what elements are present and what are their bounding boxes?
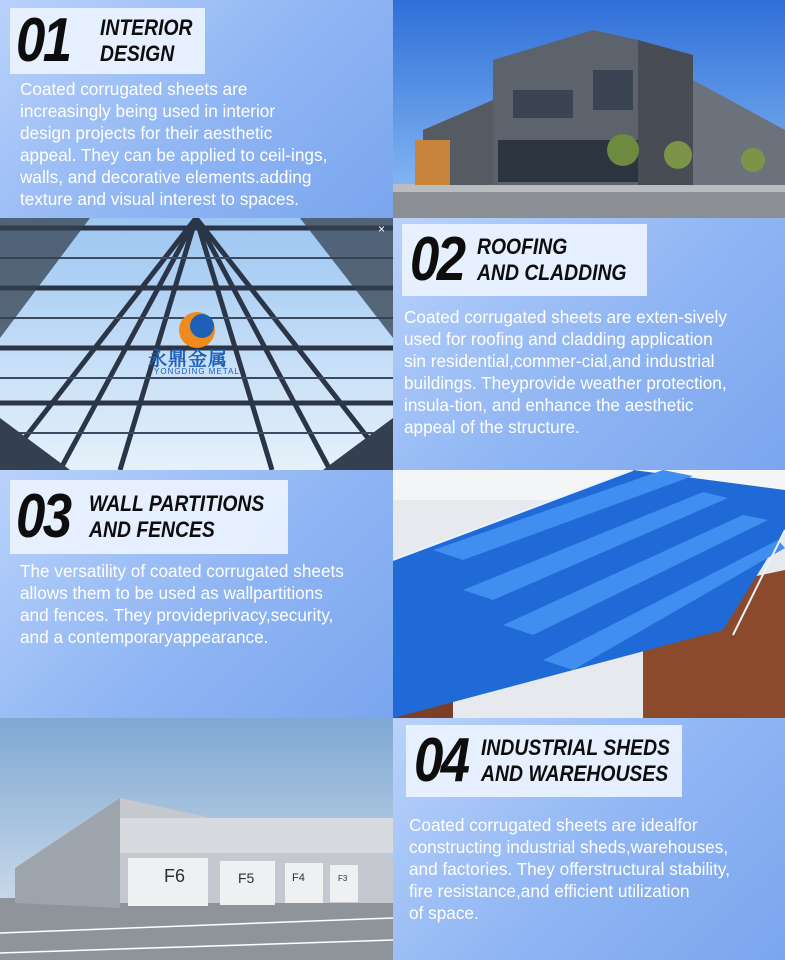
section-number: 01 bbox=[16, 6, 70, 75]
section-description bbox=[20, 560, 344, 648]
section-title-line2: AND CLADDING bbox=[477, 260, 627, 285]
description-line: fire resistance,and efficient utilization bbox=[409, 881, 690, 901]
description-line: of space. bbox=[409, 903, 479, 923]
section-description bbox=[20, 78, 327, 210]
description-line: appeal. They can be applied to ceil-ings, bbox=[20, 145, 328, 165]
section-title bbox=[89, 491, 264, 543]
description-line: buildings. Theyprovide weather protection, bbox=[404, 373, 727, 393]
section-title bbox=[481, 735, 670, 787]
section-title-line1: INTERIOR bbox=[99, 15, 193, 40]
section-title-line2: AND FENCES bbox=[88, 517, 215, 542]
description-line: Coated corrugated sheets are idealfor bbox=[409, 815, 698, 835]
section-title-line1: INDUSTRIAL SHEDS bbox=[480, 735, 670, 760]
description-line: and a contemporaryappearance. bbox=[20, 627, 269, 647]
dock-label-f4: F4 bbox=[292, 872, 305, 884]
section-number: 03 bbox=[16, 482, 70, 551]
description-line: and fences. They provideprivacy,security, bbox=[20, 605, 334, 625]
modern-building-photo bbox=[393, 0, 785, 218]
description-line: insula-tion, and enhance the aesthetic bbox=[404, 395, 694, 415]
section-header bbox=[406, 725, 682, 797]
section-description bbox=[409, 814, 730, 924]
section-header bbox=[402, 224, 647, 296]
section-title-line2: DESIGN bbox=[99, 41, 175, 66]
section-description bbox=[404, 306, 727, 438]
dock-label-f3: F3 bbox=[338, 874, 348, 883]
description-line: texture and visual interest to spaces. bbox=[20, 189, 299, 209]
description-line: increasingly being used in interior bbox=[20, 101, 276, 121]
section-title-line2: AND WAREHOUSES bbox=[480, 761, 669, 786]
section-industrial-sheds bbox=[393, 718, 785, 960]
description-line: design projects for their aesthetic bbox=[20, 123, 273, 143]
steel-roof-structure-photo bbox=[0, 218, 393, 470]
section-title bbox=[477, 234, 627, 286]
description-line: and factories. They offerstructural stability, bbox=[409, 859, 730, 879]
section-title bbox=[100, 15, 193, 67]
section-header bbox=[10, 8, 205, 74]
description-line: walls, and decorative elements.adding bbox=[20, 167, 312, 187]
section-number: 02 bbox=[410, 225, 464, 294]
blue-corrugated-sheet-photo bbox=[393, 470, 785, 718]
description-line: Coated corrugated sheets are exten-sively bbox=[404, 307, 727, 327]
description-line: constructing industrial sheds,warehouses, bbox=[409, 837, 729, 857]
dock-label-f6: F6 bbox=[164, 866, 186, 886]
description-line: allows them to be used as wallpartitions bbox=[20, 583, 323, 603]
section-title-line1: WALL PARTITIONS bbox=[88, 491, 265, 516]
section-roofing-cladding bbox=[393, 218, 785, 470]
dock-label-f5: F5 bbox=[238, 870, 255, 886]
section-number: 04 bbox=[414, 726, 468, 795]
watermark-english: YONGDING METAL bbox=[154, 367, 240, 376]
description-line: The versatility of coated corrugated sheets bbox=[20, 561, 344, 581]
section-wall-partitions bbox=[0, 470, 393, 718]
description-line: Coated corrugated sheets are bbox=[20, 79, 248, 99]
watermark-chinese: 永鼎金属 bbox=[148, 348, 229, 370]
description-line: sin residential,commer-cial,and industrial bbox=[404, 351, 715, 371]
section-title-line1: ROOFING bbox=[477, 234, 568, 259]
description-line: appeal of the structure. bbox=[404, 417, 580, 437]
close-icon[interactable]: × bbox=[377, 222, 385, 236]
section-interior-design bbox=[0, 0, 393, 218]
section-header bbox=[10, 480, 288, 554]
description-line: used for roofing and cladding application bbox=[404, 329, 713, 349]
warehouse-photo bbox=[0, 718, 393, 960]
